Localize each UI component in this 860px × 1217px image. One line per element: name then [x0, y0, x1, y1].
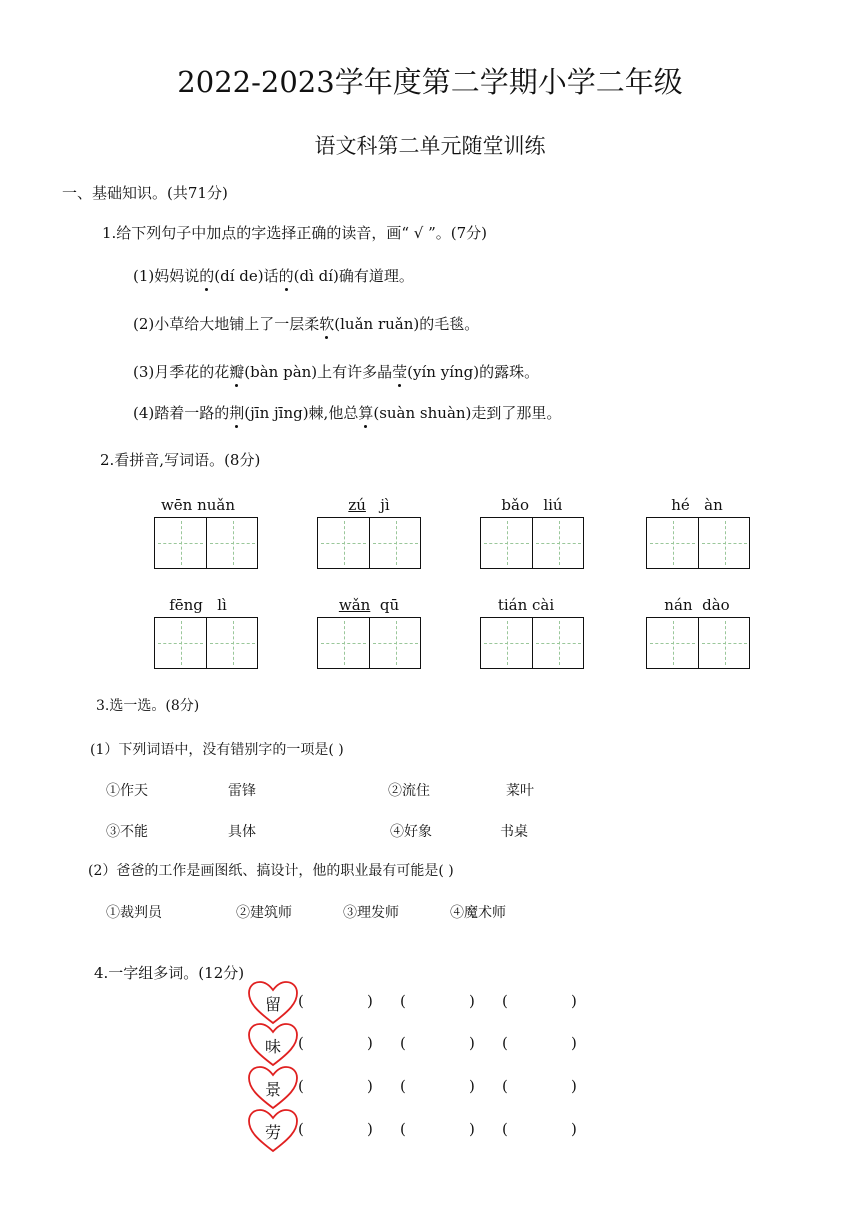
answer-paren-open[interactable]: ( — [502, 992, 508, 1010]
answer-paren-close: ) — [367, 1077, 373, 1095]
heart-char-label: 味 — [264, 1037, 281, 1056]
answer-paren-close: ) — [469, 1077, 475, 1095]
q3-option: ③不能 — [106, 824, 148, 840]
q3-option: ④魔术师 — [450, 905, 506, 921]
q3-sub1: (1）下列词语中，没有错别字的一项是( ) — [90, 742, 344, 758]
answer-paren-close: ) — [571, 1077, 577, 1095]
answer-paren-close: ) — [571, 1034, 577, 1052]
q2-prompt: 2.看拼音,写词语。(8分) — [100, 451, 261, 469]
answer-paren-close: ) — [469, 992, 475, 1010]
answer-paren-open[interactable]: ( — [298, 1077, 304, 1095]
writing-grid[interactable] — [154, 517, 258, 569]
q3-option: ②流住 — [388, 783, 430, 799]
q3-sub2: (2）爸爸的工作是画图纸、搞设计，他的职业最有可能是( ) — [88, 863, 454, 879]
heart-char — [247, 1108, 299, 1154]
q3-option: ③理发师 — [343, 905, 399, 921]
q3-option: 书桌 — [500, 824, 528, 840]
heart-char-label: 留 — [264, 995, 281, 1014]
q4-prompt: 4.一字组多词。(12分) — [94, 964, 245, 982]
answer-paren-close: ) — [469, 1120, 475, 1138]
section-heading: 一、基础知识。(共71分) — [62, 184, 228, 202]
pinyin-label: wēn nuǎn — [160, 496, 236, 514]
pinyin-label: wǎn qū — [338, 596, 400, 614]
writing-grid[interactable] — [317, 617, 421, 669]
writing-grid[interactable] — [646, 617, 750, 669]
answer-paren-open[interactable]: ( — [502, 1077, 508, 1095]
q1-item-4: (4)踏着一路的荆(jīn jīng)棘,他总算(suàn shuàn)走到了那里。 — [133, 404, 562, 422]
q1-item-3: (3)月季花的花瓣(bàn pàn)上有许多晶莹(yín yíng)的露珠。 — [133, 363, 540, 381]
writing-grid[interactable] — [154, 617, 258, 669]
pinyin-label: tián cài — [497, 596, 555, 614]
writing-grid[interactable] — [646, 517, 750, 569]
answer-paren-close: ) — [367, 992, 373, 1010]
q3-option: ④好象 — [390, 824, 432, 840]
answer-paren-close: ) — [469, 1034, 475, 1052]
page-title: 2022-2023学年度第二学期小学二年级 — [177, 65, 683, 99]
answer-paren-open[interactable]: ( — [400, 1077, 406, 1095]
q3-option: ②建筑师 — [236, 905, 292, 921]
pinyin-label: hé àn — [671, 496, 723, 514]
pinyin-label: bǎo liú — [501, 496, 563, 514]
heart-char — [247, 1022, 299, 1068]
q1-item-2: (2)小草给大地铺上了一层柔软(luǎn ruǎn)的毛毯。 — [133, 315, 480, 333]
answer-paren-close: ) — [571, 1120, 577, 1138]
answer-paren-open[interactable]: ( — [502, 1034, 508, 1052]
q1-item-1: (1)妈妈说的(dí de)话的(dì dí)确有道理。 — [133, 267, 414, 285]
writing-grid[interactable] — [317, 517, 421, 569]
writing-grid[interactable] — [480, 517, 584, 569]
q3-option: 雷锋 — [228, 783, 256, 799]
q3-option: 菜叶 — [506, 783, 534, 799]
answer-paren-open[interactable]: ( — [400, 1034, 406, 1052]
q1-prompt: 1.给下列句子中加点的字选择正确的读音，画“ √ ”。(7分) — [102, 224, 487, 242]
answer-paren-open[interactable]: ( — [298, 1120, 304, 1138]
heart-char-label: 景 — [264, 1080, 281, 1099]
q3-option: ①作天 — [106, 783, 148, 799]
writing-grid[interactable] — [480, 617, 584, 669]
heart-char-label: 劳 — [264, 1123, 281, 1142]
answer-paren-close: ) — [367, 1120, 373, 1138]
pinyin-label: fēng lì — [169, 596, 227, 614]
q3-option: ①裁判员 — [106, 905, 162, 921]
heart-char — [247, 1065, 299, 1111]
answer-paren-open[interactable]: ( — [400, 992, 406, 1010]
q3-option: 具体 — [228, 824, 256, 840]
answer-paren-open[interactable]: ( — [400, 1120, 406, 1138]
pinyin-label: zú jì — [348, 496, 390, 514]
q3-prompt: 3.选一选。(8分) — [96, 698, 200, 714]
page-subtitle: 语文科第二单元随堂训练 — [314, 134, 546, 158]
answer-paren-open[interactable]: ( — [502, 1120, 508, 1138]
answer-paren-open[interactable]: ( — [298, 1034, 304, 1052]
heart-char — [247, 980, 299, 1026]
pinyin-label: nán dào — [664, 596, 730, 614]
answer-paren-close: ) — [571, 992, 577, 1010]
answer-paren-open[interactable]: ( — [298, 992, 304, 1010]
answer-paren-close: ) — [367, 1034, 373, 1052]
